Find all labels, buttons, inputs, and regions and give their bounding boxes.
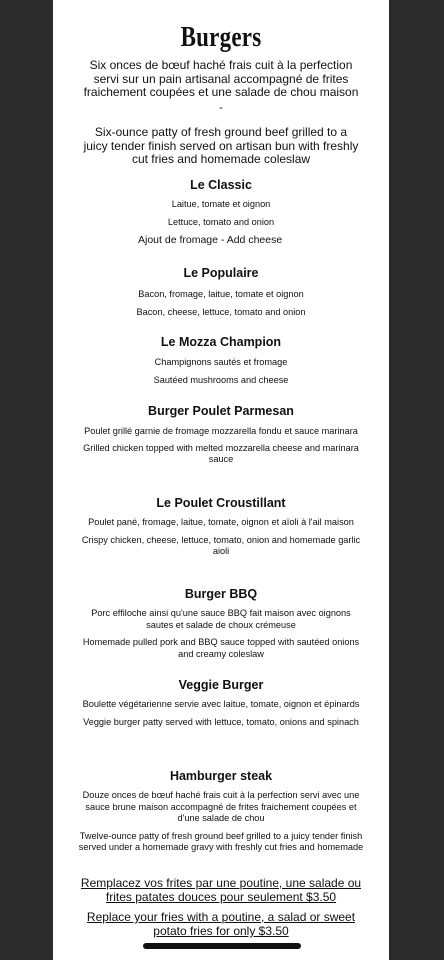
item-desc-fr: Poulet pané, fromage, laitue, tomate, oignon et aïoli à l'ail maison	[88, 517, 354, 527]
item-desc-en: Grilled chicken topped with melted mozzarella cheese and marinara sauce	[83, 442, 359, 464]
item-name: Burger BBQ	[184, 587, 258, 601]
item-desc-fr: Bacon, fromage, laitue, tomate et oignon	[138, 289, 304, 299]
item-desc-en: Veggie burger patty served with lettuce, tomato, onions and spinach	[83, 716, 359, 727]
dark-frame-right	[389, 0, 444, 960]
item-desc-en: Homemade pulled pork and BBQ sauce topped with sautéed onions and creamy coleslaw	[82, 637, 360, 659]
item-name: Burger Poulet Parmesan	[148, 404, 294, 418]
item-name: Le Mozza Champion	[160, 335, 282, 349]
item-desc-en: Twelve-ounce patty of fresh ground beef grilled to a juicy tender finish served under a homemade gravy with freshly cut fries and homemade	[78, 830, 364, 852]
menu-item-hamburger-steak	[77, 769, 365, 854]
item-desc-en: Crispy chicken, cheese, lettuce, tomato, onion and homemade garlic aioli	[81, 534, 361, 556]
item-desc-fr: Porc effiloche ainsi qu'une sauce BBQ fait maison avec oignons sautes et salade de choux crémeuse	[91, 608, 351, 630]
menu-item-le-populaire	[77, 266, 365, 318]
menu-page	[53, 0, 389, 960]
item-desc-fr: Champignons sautés et fromage	[154, 357, 288, 367]
menu-title: Burgers	[180, 22, 262, 53]
menu-item-le-poulet-croustillant	[77, 496, 365, 558]
menu-item-burger-bbq	[77, 587, 365, 660]
menu-item-burger-poulet-parmesan	[77, 404, 365, 466]
item-desc-fr: Boulette végétarienne servie avec laitue, tomate, oignon et épinards	[82, 699, 360, 709]
item-desc-fr: Poulet grillé garnie de fromage mozzarella fondu et sauce marinara	[84, 426, 358, 436]
item-desc-en: Sautéed mushrooms and cheese	[153, 374, 289, 385]
item-extra: Ajout de fromage - Add cheese	[138, 234, 283, 246]
intro-english: Six-ounce patty of fresh ground beef grilled to a juicy tender finish served on artisan bun with freshly cut fries and homemade coleslaw	[83, 125, 359, 166]
item-name: Le Classic	[190, 178, 252, 192]
dark-frame-left	[0, 0, 53, 960]
item-desc-en: Lettuce, tomato and onion	[167, 216, 275, 227]
menu-item-le-classic	[77, 178, 365, 246]
item-desc-fr: Laitue, tomate et oignon	[171, 199, 271, 209]
substitution-note-fr: Remplacez vos frites par une poutine, une salade ou frites patates douces pour seulement $3.50	[80, 876, 362, 904]
substitution-note-en: Replace your fries with a poutine, a salad or sweet potato fries for only $3.50	[86, 910, 356, 938]
item-name: Le Populaire	[183, 266, 259, 280]
menu-item-le-mozza-champion	[77, 335, 365, 386]
menu-item-veggie-burger	[77, 678, 365, 728]
item-name: Le Poulet Croustillant	[156, 496, 286, 510]
item-desc-en: Bacon, cheese, lettuce, tomato and onion	[136, 306, 306, 317]
item-name: Veggie Burger	[178, 678, 264, 692]
intro-french: Six onces de bœuf haché frais cuit à la perfection servi sur un pain artisanal accompagné de frites fraichement coupées et une salade de chou maison	[83, 58, 359, 99]
item-name: Hamburger steak	[169, 769, 273, 783]
item-desc-fr: Douze onces de bœuf haché frais cuit à la perfection servi avec une sauce brune maison accompagné de frites fraichement coupées et d'une salade de chou	[82, 790, 360, 823]
intro-separator: -	[219, 102, 223, 114]
home-indicator[interactable]	[143, 943, 301, 949]
